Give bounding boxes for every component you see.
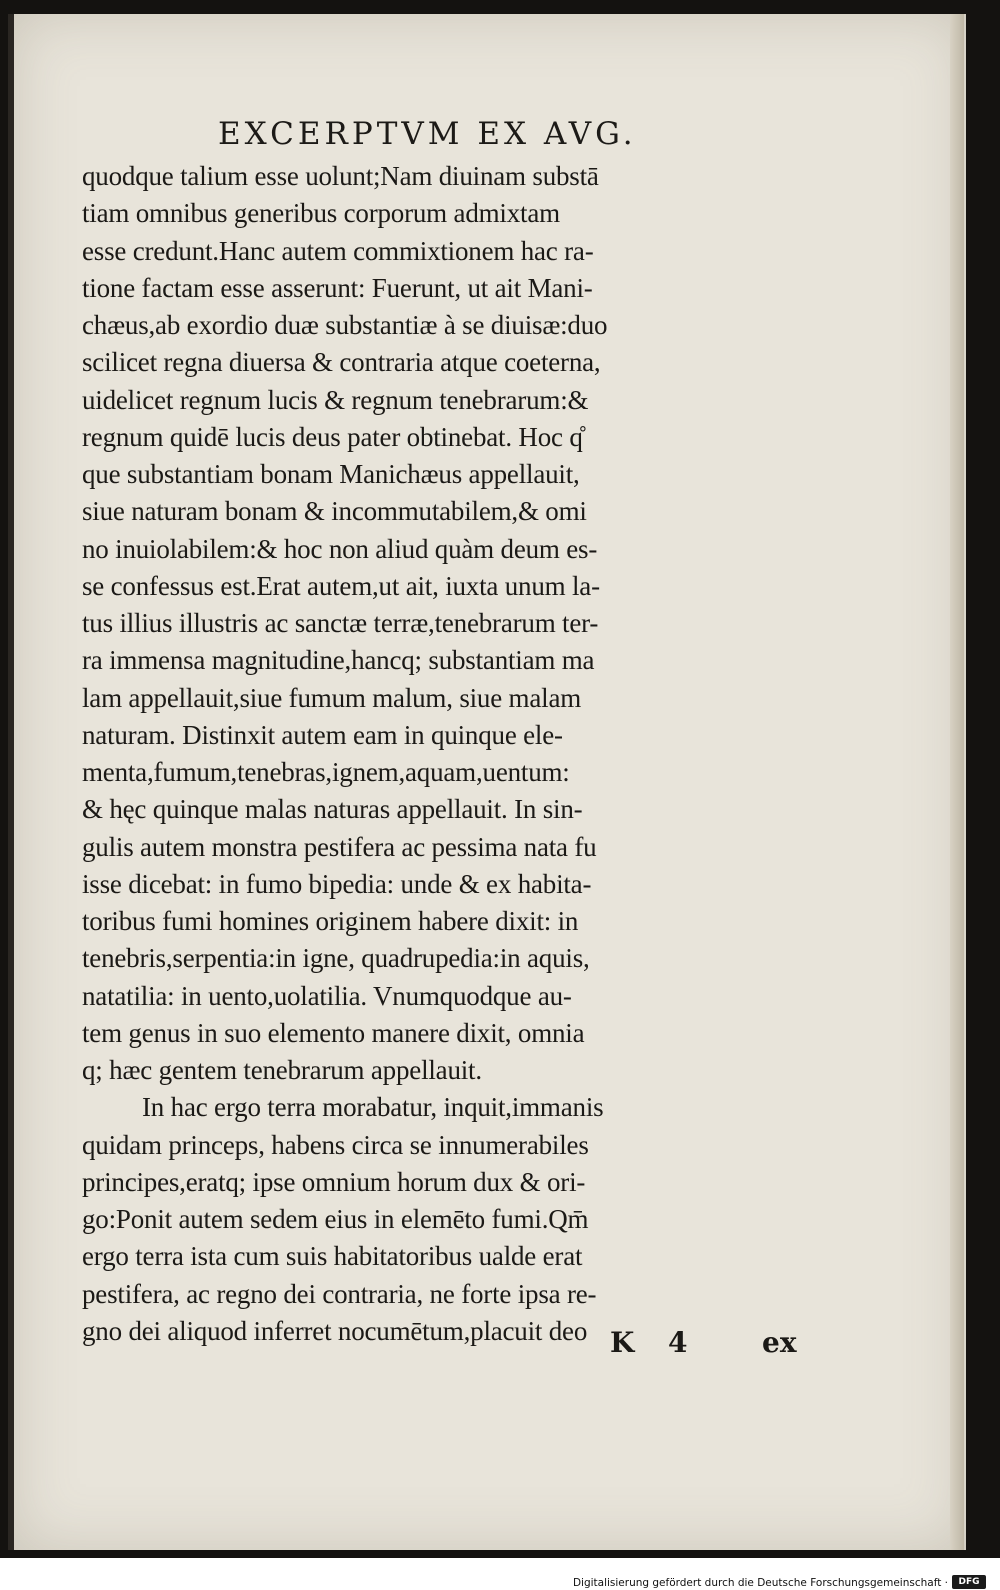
text-line: tem genus in suo elemento manere dixit, omnia	[82, 1017, 585, 1048]
text-line: & hęc quinque malas naturas appellauit. In sin-	[82, 794, 583, 825]
catchword: ex	[762, 1326, 797, 1359]
text-line: se confessus est.Erat autem,ut ait, iuxta unum la-	[82, 570, 600, 601]
text-line: quodque talium esse uolunt;Nam diuinam substā	[82, 161, 599, 191]
text-line: uidelicet regnum lucis & regnum tenebrarum:&	[82, 384, 589, 415]
text-line: pestifera, ac regno dei contraria, ne forte ipsa re-	[82, 1278, 597, 1309]
dfg-logo: DFG	[952, 1575, 986, 1589]
text-line: In hac ergo terra morabatur, inquit,immanis	[142, 1092, 604, 1123]
running-head: EXCERPTVM EX AVG.	[218, 116, 637, 152]
text-line: go:Ponit autem sedem eius in elemēto fumi.Qm̄	[82, 1204, 589, 1234]
text-line: tenebris,serpentia:in igne, quadrupedia:in aquis,	[82, 943, 590, 974]
text-line: natatilia: in uento,uolatilia. Vnumquodque au-	[82, 980, 572, 1011]
text-line: esse credunt.Hanc autem commixtionem hac ra-	[82, 235, 594, 266]
text-line: lam appellauit,siue fumum malum, siue malam	[82, 682, 582, 713]
text-line: gulis autem monstra pestifera ac pessima nata fu	[82, 831, 597, 862]
text-line: naturam. Distinxit autem eam in quinque ele-	[82, 719, 563, 750]
text-line: principes,eratq; ipse omnium horum dux & ori-	[82, 1166, 586, 1197]
text-block	[82, 158, 802, 1350]
text-line: toribus fumi homines originem habere dixit: in	[82, 906, 579, 936]
text-line: scilicet regna diuersa & contraria atque coeterna,	[82, 347, 601, 378]
text-line: menta,fumum,tenebras,ignem,aquam,uentum:	[82, 757, 570, 787]
text-line: siue naturam bonam & incommutabilem,& omi	[82, 496, 587, 527]
text-line: tus illius illustris ac sanctæ terræ,tenebrarum ter-	[82, 608, 599, 638]
text-line: quidam princeps, habens circa se innumerabiles	[82, 1129, 589, 1160]
text-line: isse dicebat: in fumo bipedia: unde & ex habita-	[82, 868, 592, 899]
text-line: q; hæc gentem tenebrarum appellauit.	[82, 1055, 482, 1085]
text-line: ergo terra ista cum suis habitatoribus ualde erat	[82, 1241, 583, 1272]
text-line: tiam omnibus generibus corporum admixtam	[82, 198, 560, 229]
text-line: que substantiam bonam Manichæus appellauit,	[82, 459, 580, 489]
page-edge	[950, 14, 964, 1550]
text-line: ra immensa magnitudine,hancq; substantiam ma	[82, 645, 595, 676]
text-line: regnum quidē lucis deus pater obtinebat. Hoc q̊	[82, 421, 583, 452]
text-line: chæus,ab exordio duæ substantiæ à se diuisæ:duo	[82, 310, 608, 340]
signature-mark: K	[610, 1326, 635, 1359]
text-line: tione factam esse asserunt: Fuerunt, ut ait Mani-	[82, 272, 593, 303]
text-line: gno dei aliquod inferret nocumētum,placuit deo	[82, 1315, 588, 1346]
credit-text: Digitalisierung gefördert durch die Deutsche Forschungsgemeinschaft ·	[572, 1577, 948, 1589]
text-line: no inuiolabilem:& hoc non aliud quàm deum es-	[82, 533, 598, 564]
signature-number: 4	[668, 1326, 688, 1359]
